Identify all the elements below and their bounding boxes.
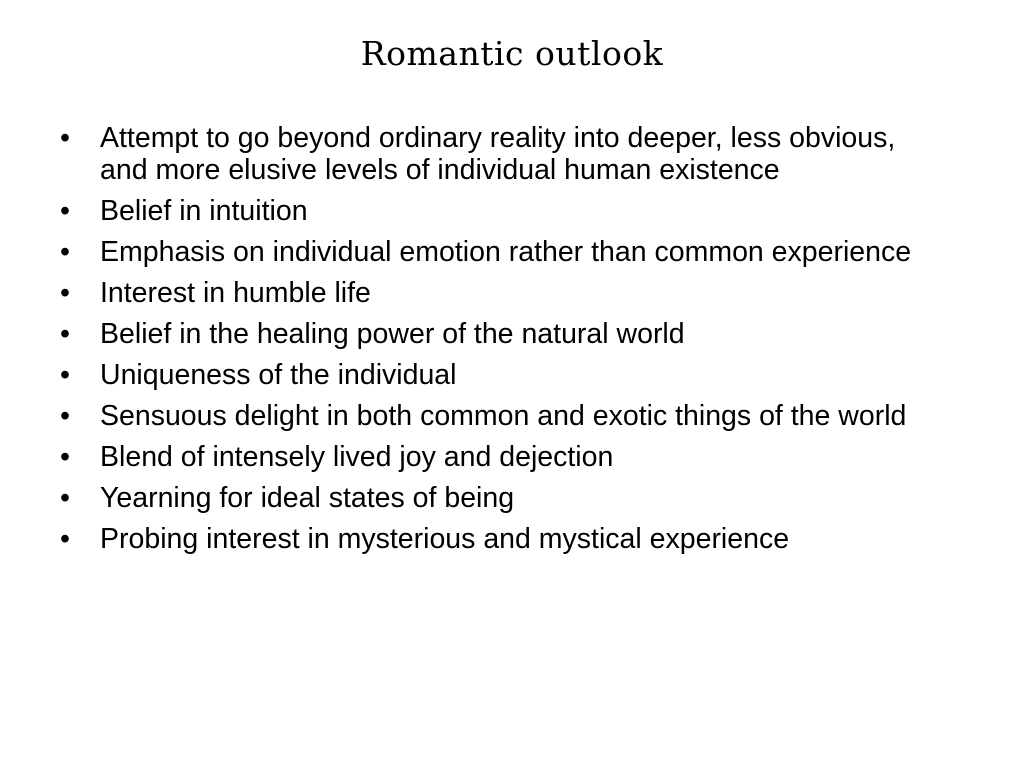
- list-item: [60, 482, 950, 514]
- list-item-text: Probing interest in mysterious and mystical experience: [100, 523, 790, 555]
- bullet-icon: •: [60, 195, 70, 227]
- bullet-icon: •: [60, 318, 70, 350]
- list-item-text: Emphasis on individual emotion rather than common experience: [100, 236, 912, 268]
- bullet-icon: •: [60, 523, 70, 555]
- list-item: [60, 195, 950, 227]
- bullet-list: [60, 122, 950, 564]
- bullet-icon: •: [60, 277, 70, 309]
- list-item: [60, 277, 950, 309]
- bullet-icon: •: [60, 122, 70, 154]
- list-item: [60, 318, 950, 350]
- list-item: [60, 400, 950, 432]
- bullet-icon: •: [60, 482, 70, 514]
- list-item: [60, 523, 950, 555]
- list-item-text: Attempt to go beyond ordinary reality into deeper, less obvious, and more elusive levels of individual human existence: [100, 122, 896, 186]
- list-item-text: Uniqueness of the individual: [100, 359, 457, 391]
- list-item-text: Sensuous delight in both common and exotic things of the world: [100, 400, 907, 432]
- list-item-text: Belief in the healing power of the natural world: [100, 318, 685, 350]
- list-item: [60, 441, 950, 473]
- bullet-icon: •: [60, 441, 70, 473]
- list-item: [60, 359, 950, 391]
- list-item-text: Interest in humble life: [100, 277, 371, 309]
- list-item: [60, 122, 950, 186]
- bullet-icon: •: [60, 236, 70, 268]
- list-item: [60, 236, 950, 268]
- bullet-icon: •: [60, 400, 70, 432]
- list-item-text: Blend of intensely lived joy and dejection: [100, 441, 614, 473]
- list-item-text: Belief in intuition: [100, 195, 308, 227]
- list-item-text: Yearning for ideal states of being: [100, 482, 515, 514]
- bullet-icon: •: [60, 359, 70, 391]
- slide-title: Romantic outlook: [360, 34, 664, 73]
